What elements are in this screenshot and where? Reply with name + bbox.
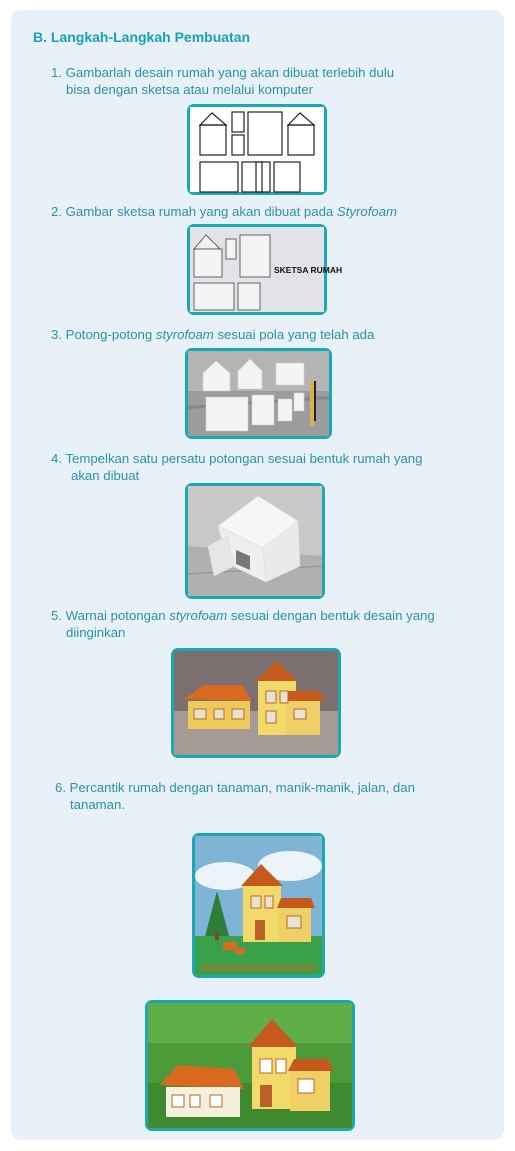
painted-house-image	[171, 648, 341, 758]
step-2-text: Gambar sketsa rumah yang akan dibuat pada	[65, 204, 337, 219]
design-drawing-image	[187, 104, 327, 195]
cut-pieces-photo	[188, 351, 329, 436]
step-3-text-b: sesuai pola yang telah ada	[213, 327, 375, 342]
sketch-photo	[190, 227, 343, 312]
painted-house-photo	[174, 651, 338, 755]
step-5-text-a: Warnai potongan	[65, 608, 170, 623]
step-6-number: 6.	[55, 780, 66, 795]
step-3-text-a: Potong-potong	[65, 327, 156, 342]
step-5	[51, 607, 435, 641]
step-1-text-line2: bisa dengan sketsa atau melalui komputer	[66, 82, 314, 97]
decorated-house-photo	[195, 836, 322, 975]
step-3-emphasis: styrofoam	[155, 327, 214, 342]
step-4	[51, 450, 422, 484]
step-5-emphasis: styrofoam	[169, 608, 228, 623]
step-1-number: 1.	[51, 65, 62, 80]
step-5-number: 5.	[51, 608, 62, 623]
assembled-styrofoam-image	[185, 483, 325, 599]
step-6-text-line2: tanaman.	[70, 797, 125, 812]
step-2-emphasis: Styrofoam	[336, 204, 398, 219]
step-5-text-b: sesuai dengan bentuk desain yang	[227, 608, 435, 623]
finished-house-photo	[148, 1003, 352, 1128]
content-panel	[11, 10, 504, 1140]
step-4-text: Tempelkan satu persatu potongan sesuai bentuk rumah yang	[65, 451, 423, 466]
step-5-text-line2: diinginkan	[66, 625, 126, 640]
assembled-house-photo	[188, 486, 322, 596]
cut-styrofoam-image	[185, 348, 332, 439]
finished-house-image	[145, 1000, 355, 1131]
house-design-sketch	[190, 107, 324, 192]
sketch-label: SKETSA RUMAH	[274, 265, 343, 275]
step-2-number: 2.	[51, 204, 62, 219]
step-2	[51, 203, 397, 220]
step-4-number: 4.	[51, 451, 62, 466]
section-heading: B. Langkah-Langkah Pembuatan	[33, 29, 251, 45]
step-3-number: 3.	[51, 327, 62, 342]
step-1-text: Gambarlah desain rumah yang akan dibuat terlebih dulu	[65, 65, 395, 80]
step-1	[51, 64, 394, 98]
step-3	[51, 326, 374, 343]
sketch-on-styrofoam-image	[187, 224, 343, 315]
step-6-text: Percantik rumah dengan tanaman, manik-manik, jalan, dan	[69, 780, 415, 795]
step-4-text-line2: akan dibuat	[71, 468, 140, 483]
decorated-house-image	[192, 833, 325, 978]
step-6	[55, 779, 415, 813]
